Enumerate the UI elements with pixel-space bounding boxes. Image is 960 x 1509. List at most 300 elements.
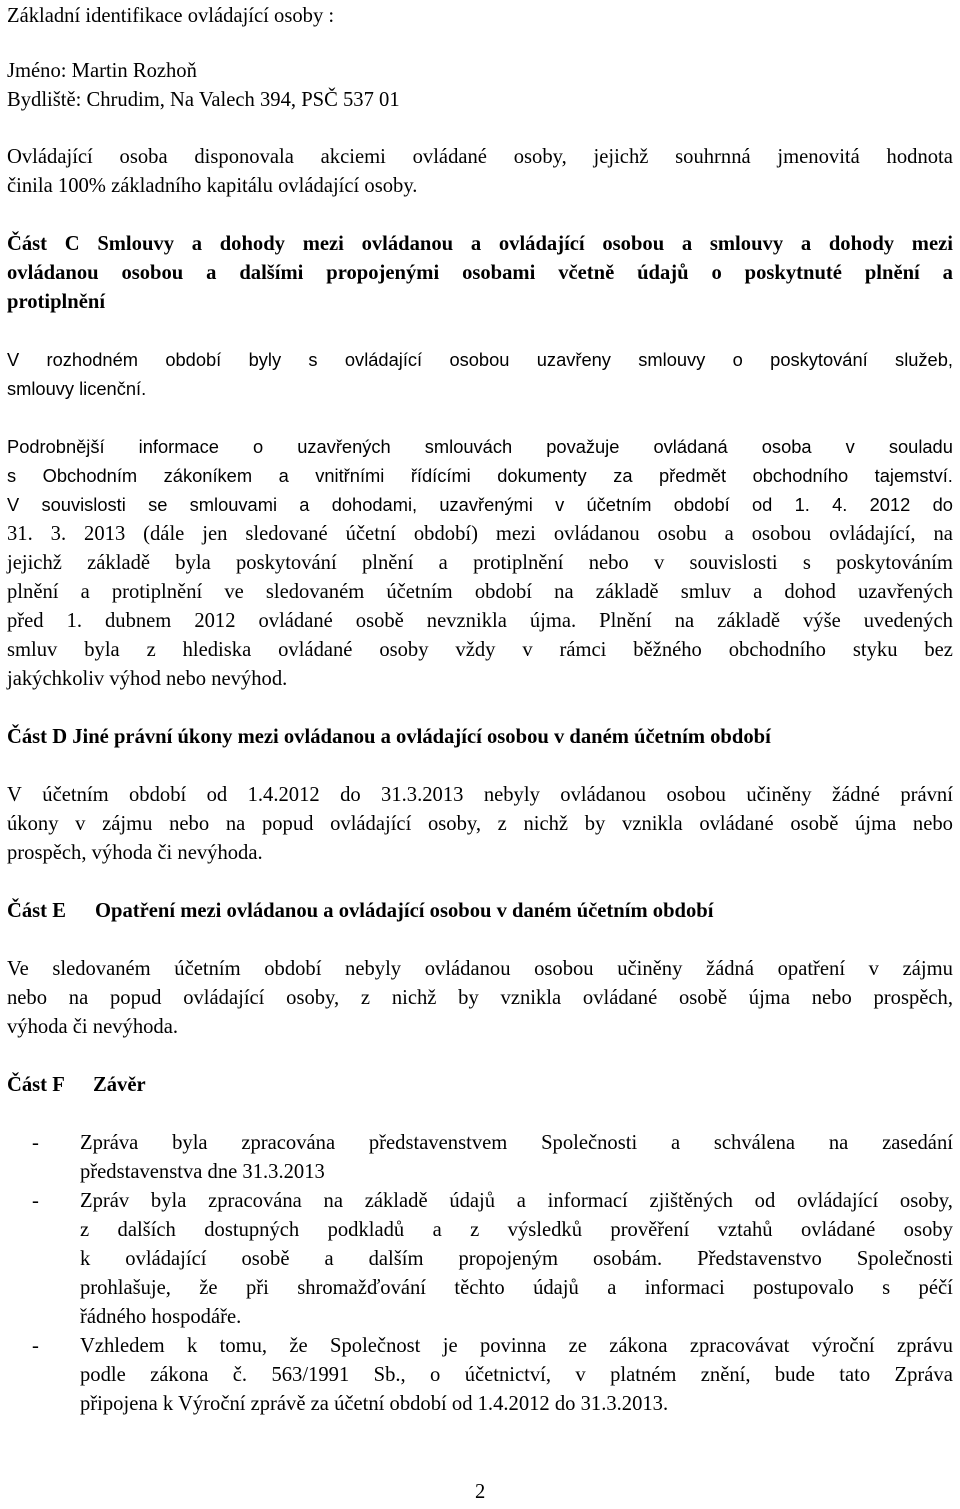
word: za: [613, 465, 633, 486]
part-c-heading: protiplnění: [7, 291, 106, 313]
word: 2012: [194, 610, 236, 632]
word: povinna: [479, 1335, 547, 1357]
part-d-line: prospěch, výhoda či nevýhoda.: [7, 842, 263, 864]
word: zprávu: [896, 1335, 953, 1357]
part-e-line: [7, 957, 953, 981]
word: z: [360, 987, 371, 1009]
word: dohodami,: [331, 494, 418, 515]
word: osobu: [657, 523, 707, 545]
word: období: [165, 349, 222, 370]
word: 31.3.2013: [381, 784, 464, 806]
word: 31.: [7, 523, 33, 545]
word: považuje: [546, 436, 620, 457]
word: období: [264, 958, 322, 980]
word: na: [323, 1190, 343, 1212]
part-f-item-line: [80, 1247, 953, 1271]
word: akciemi: [320, 146, 386, 168]
word: osobou: [449, 349, 510, 370]
word: nebo: [811, 987, 852, 1009]
part-d-line: [7, 812, 953, 836]
word: řídícími: [410, 465, 471, 486]
word: 563/1991: [271, 1364, 350, 1386]
word: byla: [150, 1190, 187, 1212]
word: osobou: [534, 958, 594, 980]
word: poskytování: [770, 349, 868, 370]
part-c-detail-line: [7, 493, 953, 517]
word: k: [80, 1248, 91, 1270]
word: od: [754, 1190, 776, 1212]
word: nebo: [169, 813, 210, 835]
word: schválena: [713, 1132, 796, 1154]
word: a: [299, 494, 310, 515]
word: ovládající: [330, 813, 412, 835]
part-f-item-line: [80, 1218, 953, 1242]
word: na: [68, 987, 89, 1009]
word: mezi: [911, 233, 953, 255]
word: na: [554, 581, 574, 603]
word: období: [673, 494, 730, 515]
word: osobě: [678, 987, 728, 1009]
word: osobami: [462, 262, 536, 284]
word: zasedání: [882, 1132, 953, 1154]
word: 1.: [66, 610, 83, 632]
part-c-detail-line: [7, 580, 953, 604]
word: 1.: [794, 494, 810, 515]
word: poskytnuté: [744, 262, 842, 284]
word: dubnem: [104, 610, 172, 632]
word: Obchodním: [42, 465, 138, 486]
word: účetnictví,: [464, 1364, 552, 1386]
word: znění,: [700, 1364, 751, 1386]
word: by: [584, 813, 606, 835]
word: Část: [7, 233, 48, 255]
word: ovládající: [183, 987, 265, 1009]
word: nebyly: [345, 958, 402, 980]
word: osobám.: [592, 1248, 663, 1270]
word: jejichž: [7, 552, 62, 574]
word: výše: [803, 610, 841, 632]
word: souhrnná: [675, 146, 751, 168]
part-c-heading: [7, 232, 953, 256]
word: dalším: [368, 1248, 424, 1270]
word: v: [522, 639, 533, 661]
word: Zpráva: [80, 1132, 139, 1154]
word: prověření: [610, 1219, 690, 1241]
word: uzavřeny: [536, 349, 611, 370]
word: Sb.,: [373, 1364, 406, 1386]
word: propojenými: [326, 262, 440, 284]
word: Ovládající: [7, 146, 93, 168]
word: a: [438, 552, 448, 574]
word: informací: [547, 1190, 628, 1212]
word: běžného: [633, 639, 702, 661]
word: protiplnění: [111, 581, 203, 603]
word: na: [225, 813, 246, 835]
word: (dále: [143, 523, 185, 545]
word: úkony: [7, 813, 59, 835]
word: rámci: [559, 639, 607, 661]
word: ovládané: [412, 146, 487, 168]
word: souladu: [888, 436, 953, 457]
part-f-item-line: [80, 1131, 953, 1155]
part-d-heading: Část D Jiné právní úkony mezi ovládanou a ovládající osobou v daném účetním období: [7, 726, 771, 748]
word: nebo: [588, 552, 629, 574]
word: vždy: [455, 639, 496, 661]
word: C: [64, 233, 80, 255]
word: v: [555, 494, 565, 515]
word: jejichž: [593, 146, 649, 168]
word: protiplnění: [473, 552, 564, 574]
word: osobou: [751, 523, 812, 545]
word: ovládající: [344, 349, 423, 370]
word: včetně: [558, 262, 615, 284]
part-c-detail-line: [7, 435, 953, 459]
word: o: [430, 1364, 441, 1386]
word: zjištěných: [649, 1190, 733, 1212]
word: jen: [202, 523, 228, 545]
word: rozhodném: [46, 349, 138, 370]
word: poskytování: [236, 552, 337, 574]
part-f-item-line: [80, 1189, 953, 1213]
word: dostupných: [204, 1219, 300, 1241]
word: s: [802, 552, 811, 574]
word: smlouvami: [189, 494, 278, 515]
word: újma: [748, 987, 790, 1009]
word: souvislosti: [689, 552, 778, 574]
word: dalších: [117, 1219, 176, 1241]
part-e-title: Opatření mezi ovládanou a ovládající osobou v daném účetním období: [95, 900, 714, 922]
word: uzavřených: [297, 436, 391, 457]
word: shromažďování: [297, 1277, 427, 1299]
word: smlouvy: [709, 233, 784, 255]
word: osoba: [119, 146, 168, 168]
word: že: [199, 1277, 218, 1299]
word: základě: [595, 581, 659, 603]
word: před: [7, 610, 44, 632]
word: ovládanou: [361, 233, 454, 255]
word: do: [932, 494, 953, 515]
word: období): [413, 523, 478, 545]
word: od: [206, 784, 228, 806]
word: prospěch,: [873, 987, 953, 1009]
word: a: [278, 465, 289, 486]
word: účetním: [586, 494, 652, 515]
word: V: [7, 349, 20, 370]
word: období: [129, 784, 187, 806]
word: na: [828, 1132, 849, 1154]
word: V: [7, 494, 20, 515]
word: a: [800, 233, 812, 255]
word: uzavřených: [858, 581, 953, 603]
word: propojeným: [458, 1248, 558, 1270]
part-e-line: výhoda či nevýhoda.: [7, 1016, 178, 1038]
shares-statement-line: činila 100% základního kapitálu ovládající osoby.: [7, 175, 418, 197]
part-f-title: Závěr: [93, 1074, 146, 1096]
word: osobou: [121, 262, 184, 284]
word: platném: [610, 1364, 677, 1386]
part-c-heading: [7, 261, 953, 285]
word: a: [191, 233, 203, 255]
word: v: [75, 813, 86, 835]
word: o: [711, 262, 722, 284]
word: z: [497, 813, 507, 835]
word: tato: [839, 1364, 871, 1386]
part-f-item-line: řádného hospodáře.: [80, 1306, 242, 1328]
word: osoba: [761, 436, 812, 457]
word: a: [470, 233, 482, 255]
word: nebo: [7, 987, 48, 1009]
word: nevznikla: [426, 610, 507, 632]
word: osoby,: [899, 1190, 953, 1212]
word: vnitřními: [315, 465, 385, 486]
word: ovládanou: [7, 262, 99, 284]
word: osoby: [379, 639, 429, 661]
word: žádné: [831, 784, 880, 806]
word: styku: [852, 639, 898, 661]
word: Zpráv: [80, 1190, 130, 1212]
word: dokumenty: [497, 465, 587, 486]
word: učiněny: [617, 958, 683, 980]
word: údajů: [449, 1190, 496, 1212]
bullet-dash: -: [32, 1132, 39, 1154]
word: ovládající: [796, 1190, 879, 1212]
word: by: [458, 987, 479, 1009]
word: a: [942, 262, 953, 284]
word: v: [575, 1364, 586, 1386]
word: nebo: [912, 813, 953, 835]
word: informaci: [644, 1277, 725, 1299]
word: souvislosti: [41, 494, 126, 515]
word: byla: [84, 639, 120, 661]
word: a: [681, 233, 693, 255]
word: ovládané: [258, 610, 333, 632]
word: plnění: [7, 581, 59, 603]
word: mezi: [302, 233, 344, 255]
word: dohody: [828, 233, 895, 255]
word: na: [933, 523, 953, 545]
word: tomu,: [219, 1335, 268, 1357]
controller-name: Jméno: Martin Rozhoň: [7, 60, 197, 82]
word: k: [186, 1335, 198, 1357]
page-number: 2: [475, 1481, 486, 1503]
bullet-dash: -: [32, 1335, 39, 1357]
word: zájmu: [102, 813, 153, 835]
part-f-item-line: připojena k Výroční zprávě za účetní období od 1.4.2012 do 31.3.2013.: [80, 1393, 669, 1415]
word: a: [724, 523, 734, 545]
word: ovládající: [125, 1248, 207, 1270]
word: z: [80, 1219, 90, 1241]
word: že: [289, 1335, 308, 1357]
word: nichž: [391, 987, 437, 1009]
word: předmět: [659, 465, 727, 486]
word: plnění: [361, 552, 414, 574]
word: sledovaném: [265, 581, 365, 603]
word: ovládající: [498, 233, 585, 255]
word: č.: [232, 1364, 248, 1386]
word: zpracována: [241, 1132, 336, 1154]
word: z: [146, 639, 156, 661]
word: od: [751, 494, 773, 515]
word: disponovala: [194, 146, 294, 168]
word: s: [7, 465, 17, 486]
word: Podrobnější: [7, 436, 105, 457]
part-c-detail-line: jakýchkoliv výhod nebo nevýhod.: [7, 668, 288, 690]
word: se: [148, 494, 168, 515]
word: nichž: [523, 813, 569, 835]
word: Zpráva: [894, 1364, 953, 1386]
word: služeb,: [895, 349, 953, 370]
word: smlouvy: [638, 349, 706, 370]
word: ovládající,: [829, 523, 916, 545]
word: a: [670, 1132, 681, 1154]
part-c-detail-line: [7, 638, 953, 662]
word: do: [340, 784, 361, 806]
word: s: [308, 349, 318, 370]
word: uvedených: [863, 610, 953, 632]
word: dalšími: [239, 262, 304, 284]
part-f-heading: [7, 1073, 146, 1097]
word: ovládaná: [653, 436, 728, 457]
word: popud: [261, 813, 314, 835]
word: výroční: [811, 1335, 875, 1357]
word: Vzhledem: [80, 1335, 165, 1357]
part-f-item-line: [80, 1363, 953, 1387]
word: osobě: [355, 610, 404, 632]
word: popud: [109, 987, 162, 1009]
word: žádná: [705, 958, 754, 980]
word: představenstvem: [368, 1132, 508, 1154]
word: bez: [924, 639, 953, 661]
word: Společnosti: [541, 1132, 638, 1154]
part-e-label: Část E: [7, 900, 66, 922]
word: osobě: [790, 813, 839, 835]
part-f-item-line: představenstva dne 31.3.2013: [80, 1161, 325, 1183]
part-c-detail-line: [7, 551, 953, 575]
word: zpracována: [208, 1190, 302, 1212]
word: základě: [87, 552, 151, 574]
word: 1.4.2012: [247, 784, 320, 806]
part-f-item-line: [80, 1334, 953, 1358]
word: hodnota: [886, 146, 953, 168]
word: a: [80, 581, 90, 603]
part-c-detail-line: [7, 464, 953, 488]
word: Představenstvo: [697, 1248, 822, 1270]
word: vznikla: [500, 987, 562, 1009]
word: o: [252, 436, 264, 457]
word: období: [474, 581, 533, 603]
word: vztahů: [717, 1219, 773, 1241]
word: ovládané: [582, 987, 658, 1009]
word: informace: [138, 436, 219, 457]
controller-address: Bydliště: Chrudim, Na Valech 394, PSČ 537 01: [7, 89, 400, 111]
identification-heading: Základní identifikace ovládající osoby :: [7, 5, 335, 27]
word: smluv: [680, 581, 732, 603]
word: v: [845, 436, 855, 457]
word: újma.: [529, 610, 577, 632]
word: vznikla: [622, 813, 683, 835]
word: prohlašuje,: [80, 1277, 171, 1299]
word: jmenovitá: [777, 146, 860, 168]
word: újma: [855, 813, 897, 835]
word: účetním: [42, 784, 109, 806]
word: Smlouvy: [97, 233, 175, 255]
word: Společnost: [330, 1335, 421, 1357]
word: účetní: [345, 523, 396, 545]
word: v: [868, 958, 879, 980]
word: osoby,: [286, 987, 340, 1009]
word: výsledků: [507, 1219, 583, 1241]
word: Společnosti: [856, 1248, 953, 1270]
word: ovládanou: [424, 958, 511, 980]
word: účetním: [386, 581, 453, 603]
word: obchodního: [728, 639, 826, 661]
word: tajemství.: [874, 465, 953, 486]
word: podkladů: [327, 1219, 405, 1241]
bullet-dash: -: [32, 1190, 39, 1212]
word: zpracovávat: [689, 1335, 790, 1357]
word: zákona: [609, 1335, 668, 1357]
word: z: [470, 1219, 480, 1241]
word: péčí: [918, 1277, 953, 1299]
word: sledované: [245, 523, 328, 545]
word: a: [324, 1248, 334, 1270]
word: a: [206, 262, 217, 284]
word: ze: [568, 1335, 587, 1357]
part-f-item-line: [80, 1276, 953, 1300]
word: bude: [774, 1364, 815, 1386]
word: zájmu: [902, 958, 953, 980]
word: údajů: [533, 1277, 579, 1299]
word: osoby: [903, 1219, 953, 1241]
word: a: [607, 1277, 617, 1299]
word: 4.: [832, 494, 848, 515]
word: obchodního: [752, 465, 849, 486]
word: Ve: [7, 958, 29, 980]
word: 2013: [84, 523, 126, 545]
word: údajů: [637, 262, 689, 284]
word: mezi: [495, 523, 536, 545]
word: 3.: [50, 523, 67, 545]
word: dohod: [784, 581, 836, 603]
word: hlediska: [182, 639, 252, 661]
word: dohody: [219, 233, 285, 255]
word: ovládané: [278, 639, 353, 661]
word: je: [442, 1335, 458, 1357]
word: byla: [172, 1132, 208, 1154]
part-c-contracts-line: smlouvy licenční.: [7, 378, 147, 399]
word: osobě: [241, 1248, 290, 1270]
word: nebyly: [483, 784, 540, 806]
word: ovládané: [800, 1219, 876, 1241]
word: zákoníkem: [163, 465, 253, 486]
word: osoby,: [427, 813, 481, 835]
word: poskytováním: [836, 552, 953, 574]
word: osoby,: [513, 146, 567, 168]
word: opatření: [777, 958, 846, 980]
word: 2012: [869, 494, 911, 515]
word: V: [7, 784, 22, 806]
shares-statement-line: [7, 145, 953, 169]
word: a: [432, 1219, 442, 1241]
part-e-line: [7, 986, 953, 1010]
word: ovládanou: [560, 784, 647, 806]
part-f-label: Část F: [7, 1074, 65, 1096]
word: o: [732, 349, 743, 370]
word: na: [674, 610, 695, 632]
word: ovládané: [699, 813, 774, 835]
word: smlouvách: [424, 436, 513, 457]
word: s: [882, 1277, 891, 1299]
